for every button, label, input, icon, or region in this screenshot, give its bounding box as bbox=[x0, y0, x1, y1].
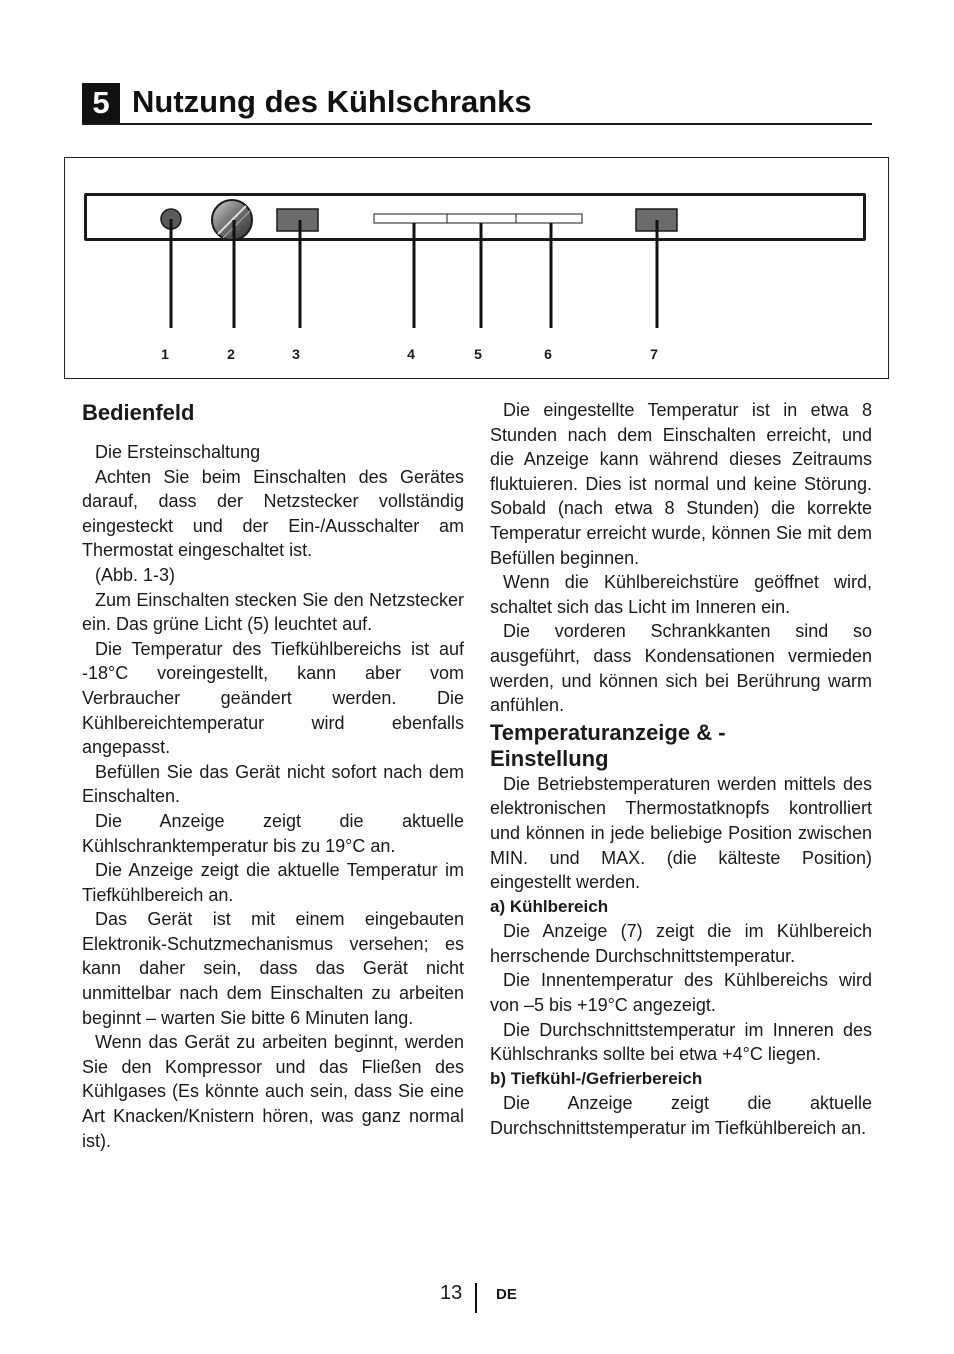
paragraph: Befüllen Sie das Gerät nicht sofort nach dem Einschalten. bbox=[82, 761, 464, 807]
section-heading-temperaturanzeige: Temperaturanzeige & -Einstellung bbox=[490, 719, 726, 771]
paragraph: Die Innentemperatur des Kühlbereichs wird von –5 bis +19°C angezeigt. bbox=[490, 970, 872, 1016]
footer-divider bbox=[475, 1283, 477, 1313]
subsection-title-tiefkuehlbereich: b) Tiefkühl-/Gefrierbereich bbox=[490, 1068, 703, 1088]
page-title: Nutzung des Kühlschranks bbox=[132, 84, 532, 119]
chapter-header bbox=[82, 83, 872, 125]
subsection-title-kuehlbereich: a) Kühlbereich bbox=[490, 896, 609, 916]
paragraph: Die Anzeige zeigt die aktuelle Kühlschranktemperatur bis zu 19°C an. bbox=[82, 810, 464, 856]
left-column bbox=[82, 400, 464, 1153]
paragraph: Die Anzeige (7) zeigt die im Kühlbereich herrschende Durchschnittstemperatur. bbox=[490, 921, 872, 966]
paragraph: Die Durchschnittstemperatur im Inneren des Kühlschranks sollte bei etwa +4°C liegen. bbox=[490, 1019, 872, 1065]
paragraph: Wenn das Gerät zu arbeiten beginnt, werden Sie den Kompressor und das Fließen des Kühlgases (Es könnte auch sein, dass Sie eine Art Knacken/Knistern hören, was ganz normal ist). bbox=[82, 1032, 464, 1151]
right-column bbox=[490, 398, 872, 1141]
callout-7: 7 bbox=[650, 346, 658, 362]
paragraph: Die Ersteinschaltung bbox=[95, 442, 261, 462]
page-number: 13 bbox=[440, 1282, 463, 1304]
control-panel-drawing bbox=[65, 158, 888, 378]
chapter-number: 5 bbox=[82, 83, 120, 123]
paragraph: Die Anzeige zeigt die aktuelle Durchschnittstemperatur im Tiefkühlbereich an. bbox=[490, 1093, 872, 1139]
callout-3: 3 bbox=[292, 346, 300, 362]
paragraph: Die vorderen Schrankkanten sind so ausgeführt, dass Kondensationen vermieden werden, und können sich bei Berührung warm anfühlen. bbox=[490, 621, 872, 716]
paragraph: Achten Sie beim Einschalten des Gerätes darauf, dass der Netzstecker vollständig eingesteckt und der Ein-/Ausschalter am Thermostat eingeschaltet ist. bbox=[82, 466, 464, 561]
language-code: DE bbox=[496, 1286, 517, 1303]
paragraph: Die Betriebstemperaturen werden mittels des elektronischen Thermostatknopfs kontrolliert und können in jede beliebige Position zwischen MIN. und MAX. (die kälteste Position) eingestellt werden. bbox=[490, 773, 872, 893]
control-panel-figure bbox=[64, 157, 889, 379]
paragraph: Wenn die Kühlbereichstüre geöffnet wird, schaltet sich das Licht im Inneren ein. bbox=[490, 572, 872, 617]
section-heading-bedienfeld: Bedienfeld bbox=[82, 400, 195, 425]
callout-6: 6 bbox=[544, 346, 552, 362]
callout-5: 5 bbox=[474, 346, 482, 362]
paragraph: Die eingestellte Temperatur ist in etwa 8 Stunden nach dem Einschalten erreicht, und die Anzeige kann während dieses Zeitraums fluktuieren. Dies ist normal und keine Störung. Sobald (nach etwa 8 Stunden) die korrekte Temperatur erreicht wurde, können Sie mit dem Befüllen beginnen. bbox=[490, 400, 872, 568]
callout-4: 4 bbox=[407, 346, 415, 362]
paragraph: Zum Einschalten stecken Sie den Netzstecker ein. Das grüne Licht (5) leuchtet auf. bbox=[82, 589, 464, 635]
light-strip bbox=[374, 214, 582, 223]
paragraph: (Abb. 1-3) bbox=[95, 564, 176, 585]
paragraph: Die Anzeige zeigt die aktuelle Temperatur im Tiefkühlbereich an. bbox=[82, 860, 464, 905]
button-3 bbox=[277, 209, 318, 231]
callout-1: 1 bbox=[161, 346, 169, 362]
callout-2: 2 bbox=[227, 346, 235, 362]
paragraph: Die Temperatur des Tiefkühlbereichs ist auf -18°C voreingestellt, kann aber vom Verbraucher geändert werden. Die Kühlbereichtemperatur wird ebenfalls angepasst. bbox=[82, 638, 464, 758]
paragraph: Das Gerät ist mit einem eingebauten Elektronik-Schutzmechanismus versehen; es kann daher sein, dass das Gerät nicht unmittelbar nach dem Einschalten zu arbeiten beginnt – warten Sie bitte 6 Minuten lang. bbox=[82, 909, 464, 1028]
